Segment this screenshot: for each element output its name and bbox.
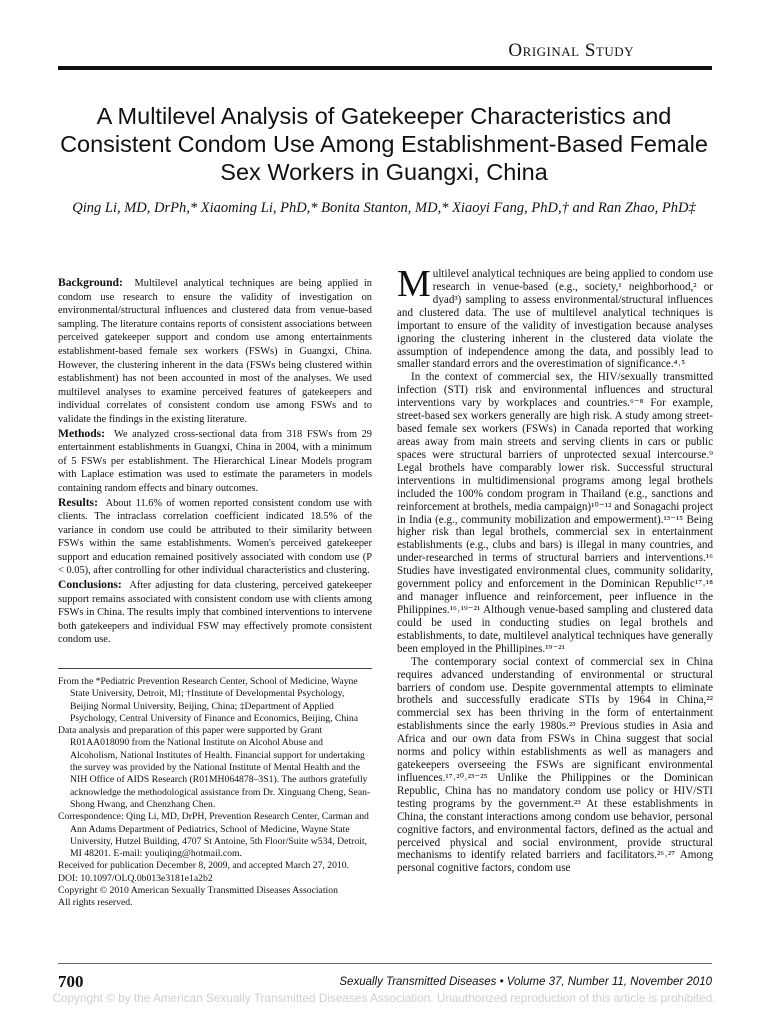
affiliations-footnote	[58, 676, 372, 910]
rights-line: All rights reserved.	[58, 897, 133, 909]
drop-cap: M	[397, 263, 431, 305]
abstract	[58, 276, 372, 647]
abstract-divider	[58, 668, 372, 669]
header-rule	[58, 66, 712, 70]
abstract-conclusions-text: After adjusting for data clustering, perceived gatekeeper support remains associated with consistent condom use with clients among FSWs in China. The results imply that combined interventions to intervene both gatekeepers and individual FSW may effectively promote consistent condom use.	[58, 580, 372, 646]
page-number: 700	[58, 972, 84, 991]
article-title: A Multilevel Analysis of Gatekeeper Characteristics and Consistent Condom Use Among Establishment-Based Female Sex Workers in Guangxi, China	[60, 103, 708, 185]
abstract-methods	[58, 427, 372, 496]
abstract-methods-heading: Methods:	[58, 426, 106, 440]
abstract-background-text: Multilevel analytical techniques are being applied in condom use research to ensure the validity of investigation on environmental/structural influences and clustered data from venue-based sampling. The literature contains reports of consistent associations between perceived gatekeeper support and condom use among entertainments establishment-based female sex workers (FSWs) in Guangxi, China. However, the clustering inherent in the data (FSWs being clustered within establishment) has not been accounted in most of the analyses. We used multilevel analyses to examine perceived features of gatekeepers and individual correlates of consistent condom use among FSWs and to validate the findings in the existing literature.	[58, 278, 372, 425]
body-text	[397, 263, 713, 875]
body-paragraph: Multilevel analytical techniques are being applied to condom use research in venue-based (e.g., society,¹ neighborhood,² or dyad³) sampling to assess environmental/structural influences and clustered data. The use of multilevel analytical techniques is important to ensure of the validity of investigation because analyses ignoring the clustering inherent in the clustered data violate the assumption of independence among the data, and possibly lead to smaller standard errors and the overestimation of significance.⁴˒⁵	[397, 263, 713, 371]
abstract-results	[58, 496, 372, 579]
footer-rule	[58, 963, 712, 964]
copyright-line: Copyright © 2010 American Sexually Transmitted Diseases Association	[58, 885, 338, 897]
abstract-results-text: About 11.6% of women reported consistent condom use with clients. The intraclass correlation coefficient indicated 18.5% of the variance in condom use could be attributed to their similarity between FSWs within the same establishments. Women's perceived gatekeeper support and education remained positively associated with condom use (P < 0.05), after controlling for other individual characteristics and clustering.	[58, 497, 372, 577]
body-paragraph: In the context of commercial sex, the HIV/sexually transmitted infection (STI) risk and environmental influences and structural interventions vary by workplaces and countries.⁶⁻⁸ For example, street-based sex workers generally are high risk. A study among street-based female sex workers (FSWs) in Canada reported that working areas away from main streets and serving clients in cars or public spaces were structural barriers of unprotected sexual intercourse.⁹ Legal brothels have comparably lower risk. Successful structural interventions in multidimensional programs among legal brothels included the 100% condom program in Thailand (e.g., sanctions and reinforcement at brothels, media campaign)¹⁰⁻¹² and Sonagachi project in India (e.g., community mobilization and empowerment).¹³⁻¹⁵ Being higher risk than legal brothels, commercial sex in entertainment establishments (e.g., clubs and bars) is illegal in many countries, and under-researched in terms of structural barriers and interventions.¹⁶ Studies have investigated environmental clues, community solidarity, government policy and enforcement in the Dominican Republic¹⁷˒¹⁸ and manager influence and reinforcement, peer influence in the Philippines.¹⁶˒¹⁹⁻²¹ Although venue-based sampling and clustered data could be used in conducting studies on legal brothels and establishments, to date, multilevel analytical techniques have generally been employed in the Phillipines.¹⁹⁻²¹	[397, 371, 713, 655]
abstract-results-heading: Results:	[58, 495, 98, 509]
abstract-conclusions-heading: Conclusions:	[58, 578, 122, 592]
abstract-methods-text: We analyzed cross-sectional data from 318 FSWs from 29 entertainment establishments in Guangxi, China in 2004, with a minimum of 5 FSWs per establishment. The Hierarchical Linear Models program with Laplace estimation was used to estimate the parameters in models containing random effects and binary outcomes.	[58, 428, 372, 494]
journal-citation: Sexually Transmitted Diseases • Volume 37, Number 11, November 2010	[339, 976, 712, 988]
body-paragraph: The contemporary social context of commercial sex in China requires advanced understanding of environmental or structural barriers of condom use. Despite governmental attempts to eliminate brothels and successfully eradicate STIs by 1964 in China,²² commercial sex has been thriving in the form of entertainment establishments since the early 1980s.²³ Previous studies in Asia and Africa and our own data from FSWs in China suggest that social norms and policy within establishments as well as managers and gatekeepers overseeing the FSWs are significant environmental influences.¹⁷˒²⁰˒²³⁻²⁵ Unlike the Philippines or the Dominican Republic, China has no mandatory condom use policy or HIV/STI testing programs by the government.²³ At these establishments in China, the constant interactions among condom use behavior, personal cognitive factors, and environmental factors, defined as the actual and perceived physical and social environment, provide structural mechanisms to identify related barriers and facilitators.²⁶˒²⁷ Among personal cognitive factors, condom use	[397, 655, 713, 875]
correspondence-line: Correspondence: Qing Li, MD, DrPH, Prevention Research Center, Carman and Ann Adams Department of Pediatrics, School of Medicine, Wayne State University, Hutzel Building, 4707 St Antoine, 5th Floor/Suite w534, Detroit, MI 48201. E-mail: youliqing@hotmail.com.	[58, 811, 369, 860]
abstract-conclusions	[58, 578, 372, 647]
received-line: Received for publication December 8, 2009, and accepted March 27, 2010.	[58, 860, 350, 872]
author-list: Qing Li, MD, DrPh,* Xiaoming Li, PhD,* Bonita Stanton, MD,* Xiaoyi Fang, PhD,† and Ran Zhao, PhD‡	[72, 200, 696, 216]
abstract-background	[58, 276, 372, 427]
affiliation-line: From the *Pediatric Prevention Research Center, School of Medicine, Wayne State University, Detroit, MI; †Institute of Developmental Psychology, Beijing Normal University, Beijing, China; ‡Department of Applied Psychology, Central University of Finance and Economics, Beijing, China	[58, 676, 359, 724]
funding-line: Data analysis and preparation of this paper were supported by Grant R01AA018090 from the National Institute on Alcohol Abuse and Alcoholism, National Institutes of Health. Financial support for undertaking the survey was provided by the National Institute of Mental Health and the NIH Office of AIDS Research (R01MH064878–3S1). The authors gratefully acknowledge the methodological assistance from Dr. Xinguang Cheng, Sean-Shong Hwang, and Chenzhang Chen.	[58, 725, 371, 810]
abstract-background-heading: Background:	[58, 276, 123, 289]
copyright-watermark: Copyright © by the American Sexually Transmitted Diseases Association. Unauthorized reproduction of this article is prohibited.	[52, 991, 716, 1005]
doi-line: DOI: 10.1097/OLQ.0b013e3181e1a2b2	[58, 872, 213, 884]
section-label: Original Study	[508, 40, 634, 61]
